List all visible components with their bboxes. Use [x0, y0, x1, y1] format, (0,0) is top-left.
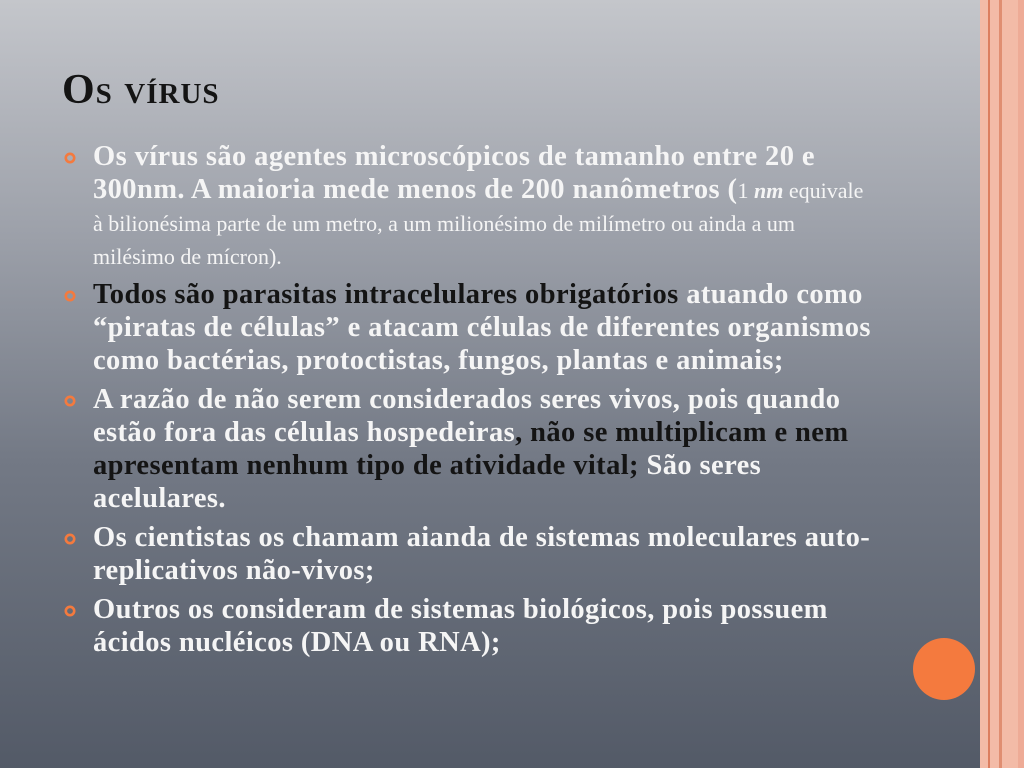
bullet-item-2 — [64, 278, 874, 377]
ring-bullet-icon — [64, 533, 76, 545]
stripe-line — [999, 0, 1002, 768]
bullet-item-4 — [64, 521, 874, 587]
bullet-note: equivale à bilionésima parte de um metro, a um milionésimo de milímetro ou ainda a um milésimo de mícron). — [93, 178, 864, 269]
bullet-text-emphasis: , não se multiplicam e nem apresentam nenhum tipo de atividade vital; — [93, 417, 849, 481]
bullet-text: A razão de não serem considerados seres vivos, pois quando estão fora das células hospedeiras — [93, 384, 841, 448]
slide-title: Os vírus — [62, 67, 220, 113]
bullet-list — [64, 140, 874, 665]
bullet-item-1 — [64, 140, 874, 272]
bullet-text: São seres acelulares. — [93, 450, 762, 514]
bullet-text: Os cientistas os chamam aianda de sistemas moleculares auto-replicativos não-vivos; — [93, 522, 871, 586]
bullet-note-italic: nm — [753, 178, 784, 203]
ring-bullet-icon — [64, 290, 76, 302]
stripe-line — [988, 0, 990, 768]
ring-bullet-icon — [64, 605, 76, 617]
bullet-text: Outros os consideram de sistemas biológicos, pois possuem ácidos nucléicos (DNA ou RNA); — [93, 594, 828, 658]
decorative-stripes — [980, 0, 1024, 768]
orange-circle-decoration — [913, 638, 975, 700]
bullet-text: Todos — [93, 279, 175, 310]
bullet-text: atuando como “piratas de células” e atacam células de diferentes organismos como bactérias, protoctistas, fungos, plantas e animais; — [93, 279, 871, 376]
ring-bullet-icon — [64, 152, 76, 164]
bullet-text: Os vírus são agentes microscópicos de tamanho entre 20 e 300nm. A maioria mede menos de 200 nanômetros ( — [93, 141, 815, 205]
bullet-note: 1 — [737, 178, 754, 203]
bullet-item-3 — [64, 383, 874, 515]
bullet-text-emphasis: são parasitas intracelulares obrigatórios — [174, 279, 679, 310]
bullet-item-5 — [64, 593, 874, 659]
stripe-line — [1018, 0, 1024, 768]
ring-bullet-icon — [64, 395, 76, 407]
